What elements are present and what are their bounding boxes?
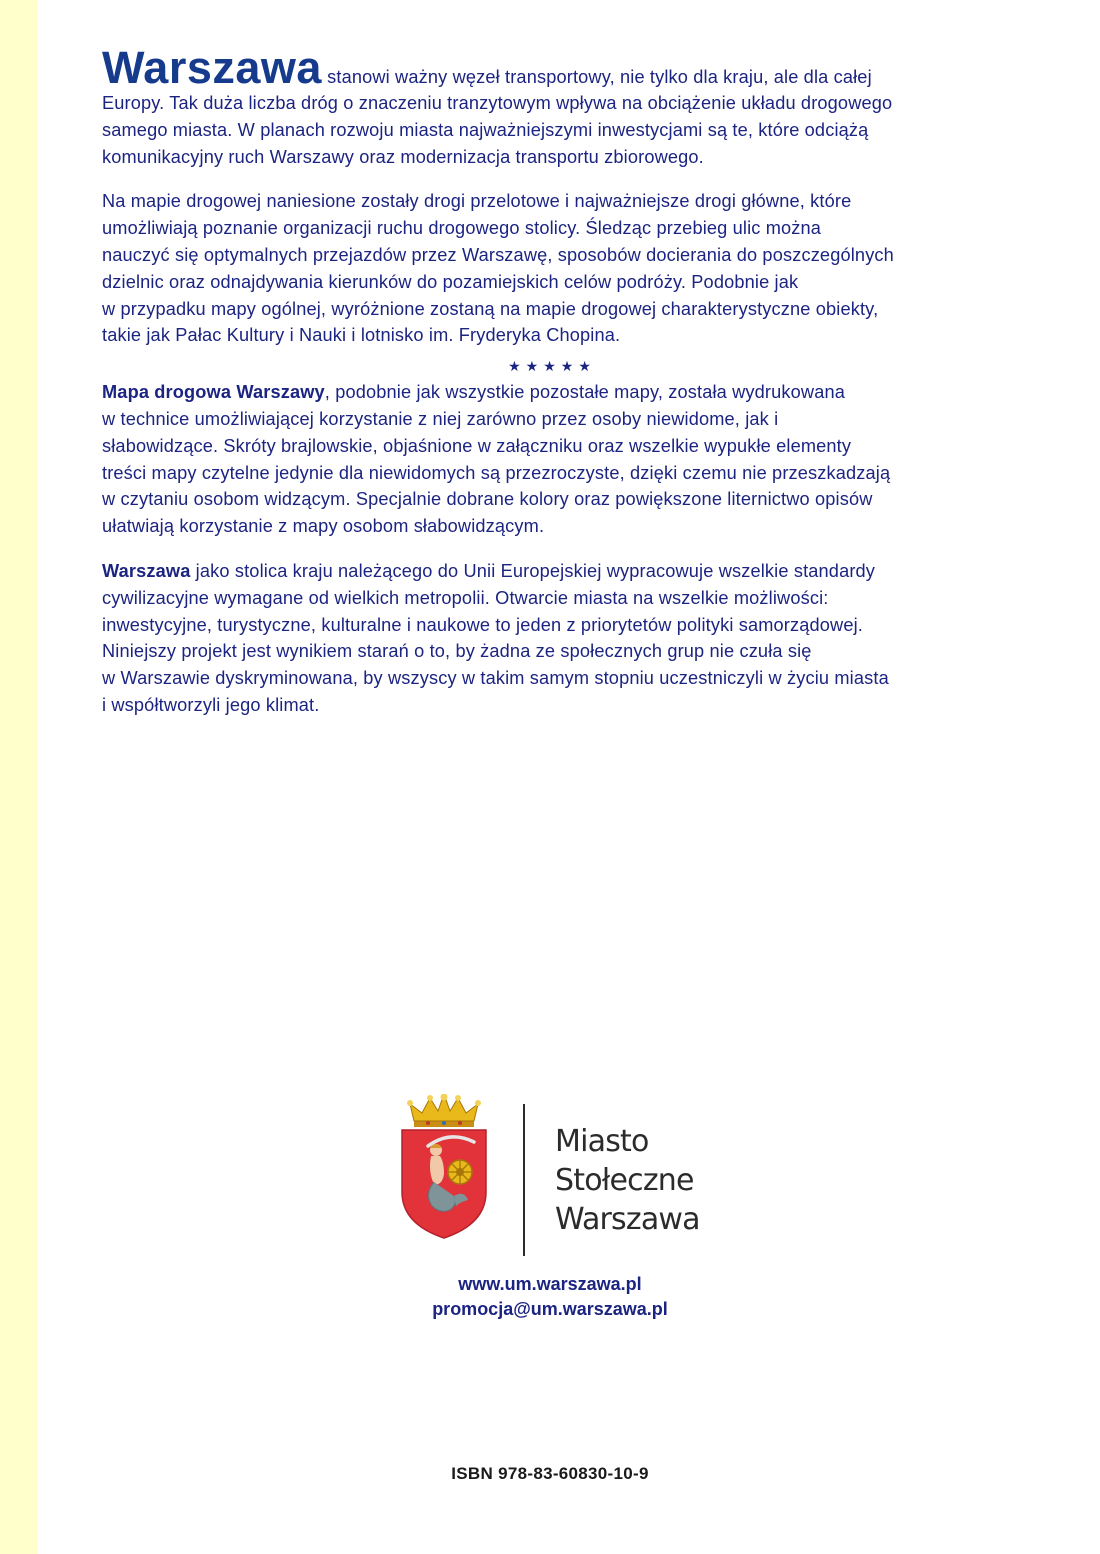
text-line: w technice umożliwiającej korzystanie z niej zarówno przez osoby niewidome, jak i [102, 408, 779, 429]
text-line: umożliwiają poznanie organizacji ruchu drogowego stolicy. Śledząc przebieg ulic można [102, 218, 822, 239]
intro-first-line [102, 42, 1062, 93]
text-line: samego miasta. W planach rozwoju miasta najważniejszymi inwestycjami są te, które odciążą [102, 119, 869, 140]
warsaw-coat-of-arms-icon [398, 1094, 490, 1240]
website-link[interactable]: www.um.warszawa.pl [458, 1274, 642, 1294]
contacts [300, 1272, 800, 1322]
city-logo [398, 1094, 718, 1260]
text-line [102, 558, 1062, 585]
intro-first-line-rest: stanowi ważny węzeł transportowy, nie tylko dla kraju, ale dla całej [327, 67, 872, 87]
left-margin-strip [0, 0, 37, 1554]
star-separator: ★★★★★ [508, 358, 596, 375]
text-line: w Warszawie dyskryminowana, by wszyscy w takim samym stopniu uczestniczyli w życiu miasta [102, 668, 889, 689]
intro-paragraph [102, 42, 1062, 170]
capital-paragraph [102, 558, 1062, 719]
main-text [102, 42, 1062, 737]
bold-lead: Warszawa [102, 560, 191, 581]
text-line: i współtworzyli jego klimat. [102, 694, 320, 715]
text-line: cywilizacyjne wymagane od wielkich metropolii. Otwarcie miasta na wszelkie możliwości: [102, 587, 829, 608]
text-line: komunikacyjny ruch Warszawy oraz modernizacja transportu zbiorowego. [102, 146, 704, 167]
map-paragraph [102, 379, 1062, 540]
isbn: ISBN 978-83-60830-10-9 [451, 1464, 649, 1483]
text-line: w przypadku mapy ogólnej, wyróżnione zostaną na mapie drogowej charakterystyczne obiekty, [102, 298, 879, 319]
logo-divider [523, 1104, 525, 1256]
text-line: treści mapy czytelne jedynie dla niewidomych są przezroczyste, dzięki czemu nie przeszkadzają [102, 462, 891, 483]
first-line-rest: jako stolica kraju należącego do Unii Europejskiej wypracowuje wszelkie standardy [190, 560, 876, 581]
text-line: takie jak Pałac Kultury i Nauki i lotnisko im. Fryderyka Chopina. [102, 325, 621, 346]
text-line: nauczyć się optymalnych przejazdów przez Warszawę, sposobów docierania do poszczególnych [102, 244, 894, 265]
text-line: dzielnic oraz odnajdywania kierunków do pozamiejskich celów podróży. Podobnie jak [102, 271, 799, 292]
text-line: ułatwiają korzystanie z mapy osobom słabowidzącym. [102, 516, 545, 537]
email-link[interactable]: promocja@um.warszawa.pl [432, 1299, 668, 1319]
text-line: Niniejszy projekt jest wynikiem starań o to, by żadna ze społecznych grup nie czuła się [102, 641, 812, 662]
city-name [555, 1122, 700, 1239]
text-line [102, 379, 1062, 406]
text-line: Na mapie drogowej naniesione zostały drogi przelotowe i najważniejsze drogi główne, które [102, 191, 852, 212]
city-name-line: Miasto [555, 1124, 649, 1159]
text-line: w czytaniu osobom widzącym. Specjalnie dobrane kolory oraz powiększone liternictwo opisów [102, 489, 873, 510]
roads-paragraph [102, 188, 1062, 349]
text-line: Europy. Tak duża liczba dróg o znaczeniu tranzytowym wpływa na obciążenie układu drogowego [102, 93, 893, 113]
title-word: Warszawa [102, 42, 322, 93]
city-name-line: Stołeczne [555, 1163, 694, 1198]
crown-icon [407, 1094, 481, 1127]
first-line-rest: , podobnie jak wszystkie pozostałe mapy, została wydrukowana [324, 382, 845, 403]
city-name-line: Warszawa [555, 1202, 700, 1237]
bold-lead: Mapa drogowa Warszawy [102, 382, 325, 403]
text-line: inwestycyjne, turystyczne, kulturalne i naukowe to jeden z priorytetów polityki samorządowej. [102, 614, 863, 635]
text-line: słabowidzące. Skróty brajlowskie, objaśnione w załączniku oraz wszelkie wypukłe elementy [102, 435, 852, 456]
